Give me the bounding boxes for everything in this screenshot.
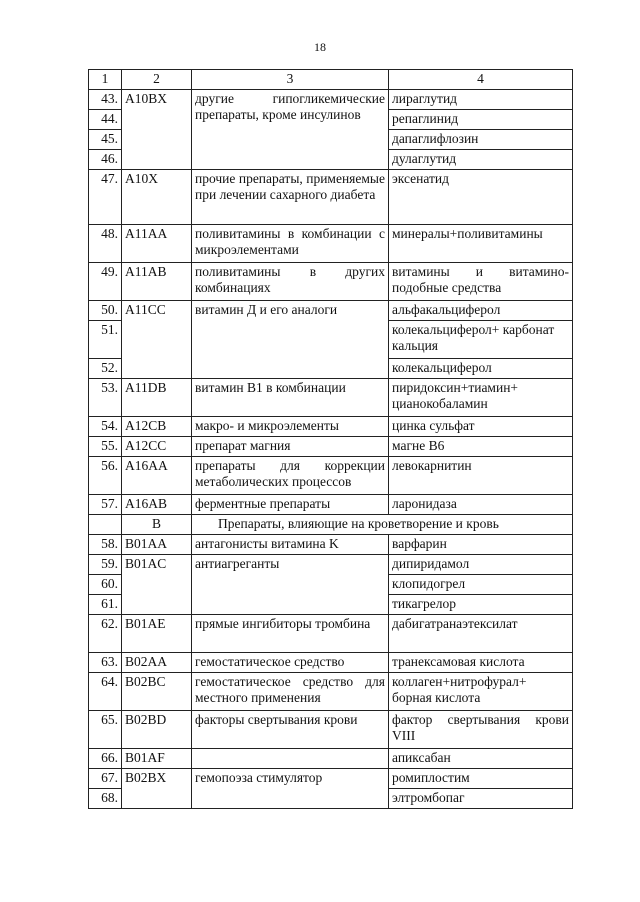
row-number: 65. bbox=[89, 711, 122, 749]
row-number: 56. bbox=[89, 457, 122, 495]
drug-group: антагонисты витамина K bbox=[192, 535, 389, 555]
drug-name: дабигатранаэтексилат bbox=[389, 615, 573, 653]
drug-name: ларонидаза bbox=[389, 495, 573, 515]
atc-code: B02BC bbox=[122, 673, 192, 711]
header-cell: 4 bbox=[389, 70, 573, 90]
drug-name: дапаглифлозин bbox=[389, 130, 573, 150]
table-row bbox=[89, 263, 573, 301]
drug-name: варфарин bbox=[389, 535, 573, 555]
atc-code: B02BX bbox=[122, 769, 192, 809]
row-number: 51. bbox=[89, 321, 122, 359]
table-row bbox=[89, 711, 573, 749]
atc-code: A11AA bbox=[122, 225, 192, 263]
row-number: 57. bbox=[89, 495, 122, 515]
drug-name: коллаген+нитрофурал+ борная кислота bbox=[389, 673, 573, 711]
table-row bbox=[89, 225, 573, 263]
atc-code: A16AB bbox=[122, 495, 192, 515]
row-number: 46. bbox=[89, 150, 122, 170]
row-number: 44. bbox=[89, 110, 122, 130]
atc-code: A10X bbox=[122, 170, 192, 225]
row-number: 49. bbox=[89, 263, 122, 301]
table-row bbox=[89, 457, 573, 495]
row-number: 54. bbox=[89, 417, 122, 437]
row-number: 43. bbox=[89, 90, 122, 110]
atc-code: A12CC bbox=[122, 437, 192, 457]
drug-group: прочие препараты, применяемые при лечении сахарного диабета bbox=[192, 170, 389, 225]
section-code: B bbox=[122, 515, 192, 535]
row-number: 50. bbox=[89, 301, 122, 321]
section-row bbox=[89, 515, 573, 535]
atc-code: A11AB bbox=[122, 263, 192, 301]
drug-group: препараты для коррекции метаболических процессов bbox=[192, 457, 389, 495]
drug-name: лираглутид bbox=[389, 90, 573, 110]
table-row bbox=[89, 90, 573, 110]
row-number: 63. bbox=[89, 653, 122, 673]
row-number: 59. bbox=[89, 555, 122, 575]
table-row bbox=[89, 673, 573, 711]
row-number: 52. bbox=[89, 359, 122, 379]
table-row bbox=[89, 495, 573, 515]
drug-name: фактор свертывания крови VIII bbox=[389, 711, 573, 749]
atc-code: B01AE bbox=[122, 615, 192, 653]
drug-group: поливитамины в комбинации с микроэлементами bbox=[192, 225, 389, 263]
drug-group bbox=[192, 749, 389, 769]
row-number: 62. bbox=[89, 615, 122, 653]
drug-name: цинка сульфат bbox=[389, 417, 573, 437]
atc-code: B01AF bbox=[122, 749, 192, 769]
drug-name: минералы+поливитамины bbox=[389, 225, 573, 263]
atc-code: B01AA bbox=[122, 535, 192, 555]
drug-name: эксенатид bbox=[389, 170, 573, 225]
row-number: 64. bbox=[89, 673, 122, 711]
drug-group: поливитамины в других комбинациях bbox=[192, 263, 389, 301]
drug-name: ромиплостим bbox=[389, 769, 573, 789]
atc-code: B02BD bbox=[122, 711, 192, 749]
drug-group: гемостатическое средство для местного применения bbox=[192, 673, 389, 711]
row-number: 66. bbox=[89, 749, 122, 769]
drug-name: репаглинид bbox=[389, 110, 573, 130]
table-row bbox=[89, 769, 573, 789]
drug-group: макро- и микроэлементы bbox=[192, 417, 389, 437]
atc-code: B01AC bbox=[122, 555, 192, 615]
section-blank bbox=[89, 515, 122, 535]
drug-group: другие гипогликемические препараты, кроме инсулинов bbox=[192, 90, 389, 170]
row-number: 61. bbox=[89, 595, 122, 615]
section-title: Препараты, влияющие на кроветворение и кровь bbox=[192, 515, 573, 535]
row-number: 60. bbox=[89, 575, 122, 595]
drug-name: клопидогрел bbox=[389, 575, 573, 595]
row-number: 48. bbox=[89, 225, 122, 263]
drug-group: витамин Д и его аналоги bbox=[192, 301, 389, 379]
drug-name: витамины и витамино-подобные средства bbox=[389, 263, 573, 301]
drug-name: дулаглутид bbox=[389, 150, 573, 170]
table-row bbox=[89, 555, 573, 575]
table-row bbox=[89, 379, 573, 417]
drug-group: витамин B1 в комбинации bbox=[192, 379, 389, 417]
table-row bbox=[89, 653, 573, 673]
drug-name: пиридоксин+тиамин+ цианокобаламин bbox=[389, 379, 573, 417]
drug-group: ферментные препараты bbox=[192, 495, 389, 515]
row-number: 47. bbox=[89, 170, 122, 225]
atc-code: A12CB bbox=[122, 417, 192, 437]
drug-group: гемопоэза стимулятор bbox=[192, 769, 389, 809]
page-number: 18 bbox=[314, 40, 326, 54]
table-header-row bbox=[89, 70, 573, 90]
row-number: 67. bbox=[89, 769, 122, 789]
atc-code: A10BX bbox=[122, 90, 192, 170]
drug-name: колекальциферол bbox=[389, 359, 573, 379]
table-row bbox=[89, 301, 573, 321]
atc-code: A11DB bbox=[122, 379, 192, 417]
drug-name: магне В6 bbox=[389, 437, 573, 457]
drug-group: препарат магния bbox=[192, 437, 389, 457]
drug-name: дипиридамол bbox=[389, 555, 573, 575]
drug-group: прямые ингибиторы тромбина bbox=[192, 615, 389, 653]
drug-name: транексамовая кислота bbox=[389, 653, 573, 673]
table-row bbox=[89, 417, 573, 437]
row-number: 58. bbox=[89, 535, 122, 555]
header-cell: 2 bbox=[122, 70, 192, 90]
drug-group: гемостатическое средство bbox=[192, 653, 389, 673]
table-row bbox=[89, 170, 573, 225]
drug-name: элтромбопаг bbox=[389, 789, 573, 809]
drug-name: апиксабан bbox=[389, 749, 573, 769]
header-cell: 3 bbox=[192, 70, 389, 90]
atc-code: B02AA bbox=[122, 653, 192, 673]
atc-code: A16AA bbox=[122, 457, 192, 495]
header-cell: 1 bbox=[89, 70, 122, 90]
drug-group: факторы свертывания крови bbox=[192, 711, 389, 749]
table-row bbox=[89, 749, 573, 769]
row-number: 68. bbox=[89, 789, 122, 809]
drug-name: колекальциферол+ карбонат кальция bbox=[389, 321, 573, 359]
drug-name: левокарнитин bbox=[389, 457, 573, 495]
atc-code: A11CC bbox=[122, 301, 192, 379]
drug-group: антиагреганты bbox=[192, 555, 389, 615]
row-number: 53. bbox=[89, 379, 122, 417]
table-row bbox=[89, 615, 573, 653]
row-number: 55. bbox=[89, 437, 122, 457]
drug-table bbox=[88, 69, 573, 809]
table-row bbox=[89, 535, 573, 555]
table-row bbox=[89, 437, 573, 457]
drug-name: тикагрелор bbox=[389, 595, 573, 615]
drug-name: альфакальциферол bbox=[389, 301, 573, 321]
row-number: 45. bbox=[89, 130, 122, 150]
